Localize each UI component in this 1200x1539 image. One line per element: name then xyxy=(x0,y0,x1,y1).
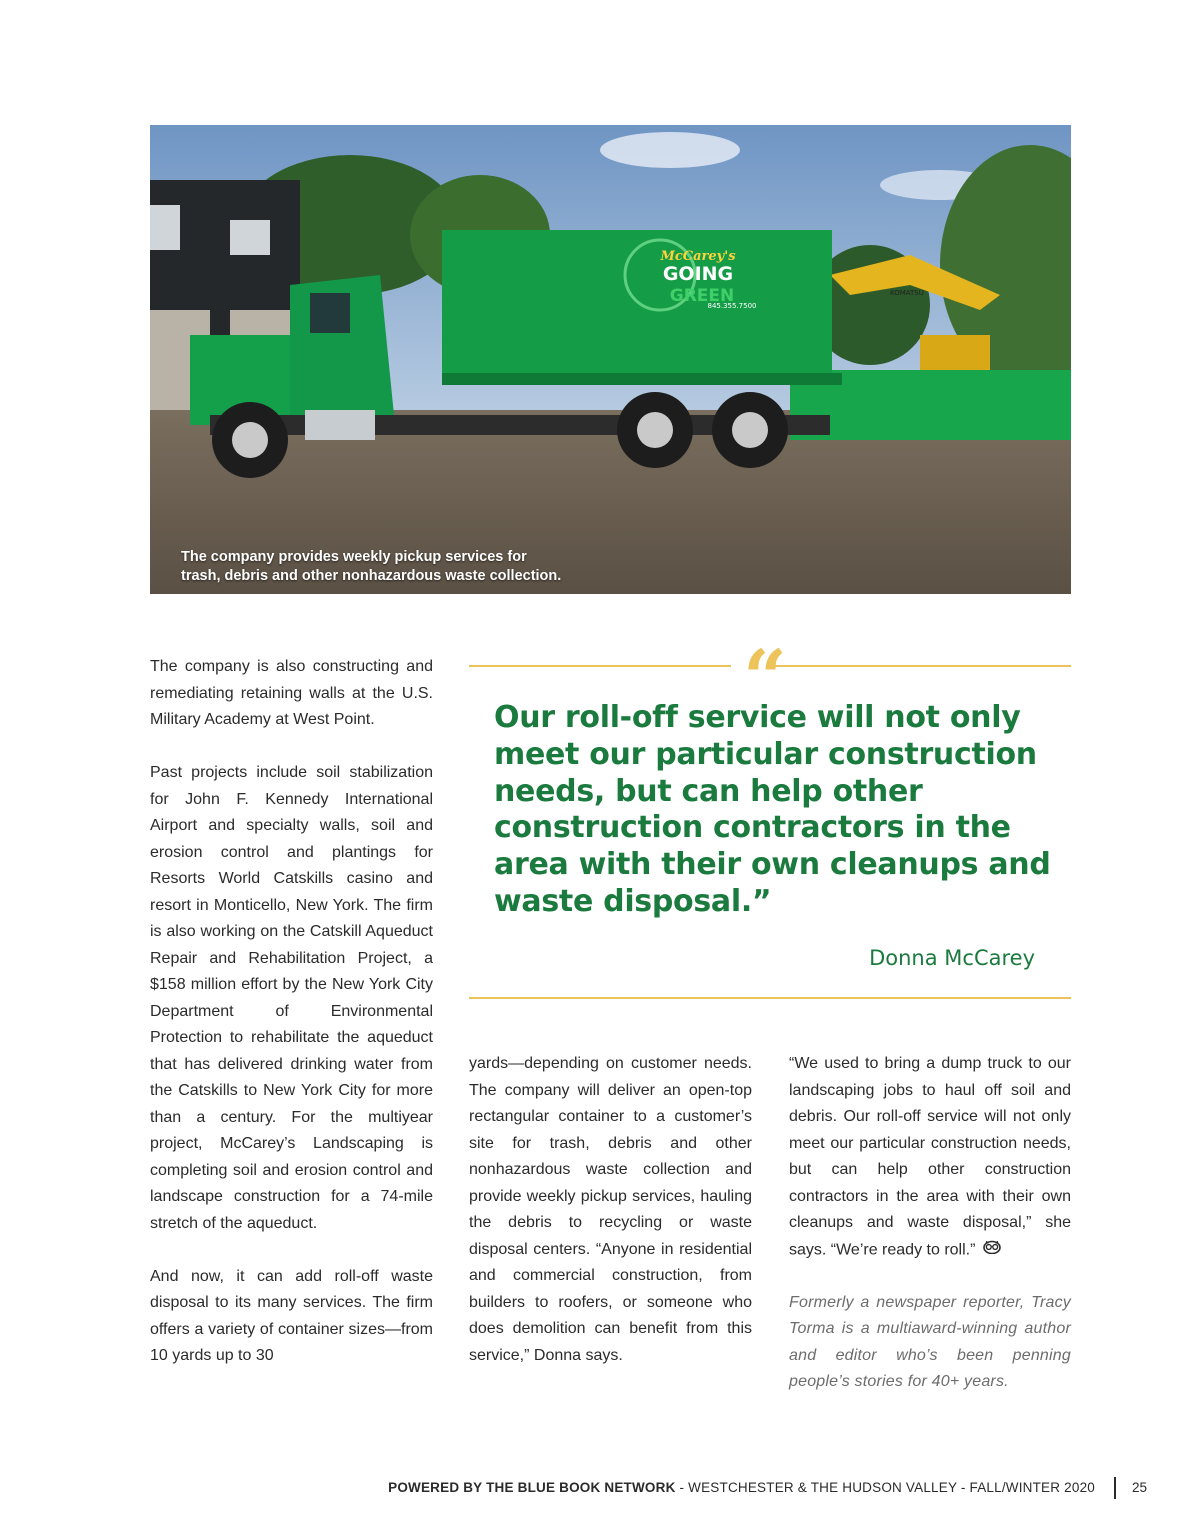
footer-publication: - WESTCHESTER & THE HUDSON VALLEY - FALL/WINTER 2020 xyxy=(675,1480,1095,1495)
right-paragraph xyxy=(789,1051,1071,1263)
pull-quote-bottom-rule xyxy=(469,997,1071,999)
container-rail xyxy=(442,373,842,385)
wheel-hub xyxy=(637,412,673,448)
truck-window xyxy=(310,293,350,333)
pull-quote-text: Our roll-off service will not only meet our particular construction needs, but can help other construction contractors in the area with their own cleanups and waste disposal.” xyxy=(494,700,1051,919)
pull-quote-top-rule-left xyxy=(469,665,731,667)
wheel-hub xyxy=(232,422,268,458)
page-number: 25 xyxy=(1132,1480,1148,1495)
left-column xyxy=(150,654,433,1370)
left-paragraph: And now, it can add roll-off waste disposal to its many services. The firm offers a variety of container sizes—from 10 yards up to 30 xyxy=(150,1267,433,1364)
photo-caption-line: The company provides weekly pickup services for xyxy=(181,549,527,565)
fuel-tank xyxy=(305,410,375,440)
owl-end-mark-icon xyxy=(983,1237,1001,1264)
cloud xyxy=(600,132,740,168)
excavator-brand: KOMATSU xyxy=(890,289,924,297)
main-container xyxy=(442,230,832,380)
pull-quote-top-rule-right xyxy=(773,665,1071,667)
container-logo-green: GREEN xyxy=(669,286,735,306)
container-phone: 845.355.7500 xyxy=(707,302,757,310)
quotation-marks-icon: “ xyxy=(743,633,787,722)
right-column xyxy=(789,1051,1071,1396)
photo-caption-line: trash, debris and other nonhazardous waste collection. xyxy=(181,568,562,584)
feature-photo xyxy=(150,125,1071,594)
pull-quote-author: Donna McCarey xyxy=(869,946,1035,970)
excavator-cab xyxy=(920,335,990,375)
building-window xyxy=(230,220,270,255)
middle-column xyxy=(469,1051,752,1369)
wheel-hub xyxy=(732,412,768,448)
middle-paragraph: yards—depending on customer needs. The company will deliver an open-top rectangular container to a customer’s site for trash, debris and other nonhazardous waste collection and provide weekly pickup services, hauling the debris to recycling or waste disposal centers. “Anyone in residential and commercial construction, from builders to roofers, or someone who does demolition can benefit from this service,” Donna says. xyxy=(469,1055,752,1364)
left-paragraph: Past projects include soil stabilization for John F. Kennedy International Airport and specialty walls, soil and erosion control and plantings for Resorts World Catskills casino and resort in Monticello, New York. The firm is also working on the Catskill Aqueduct Repair and Rehabilitation Project, a $158 million effort by the New York City Department of Environmental Protection to rehabilitate the aqueduct that has delivered drinking water from the Catskills to New York City for more than a century. For the multiyear project, McCarey’s Landscaping is completing soil and erosion control and landscape construction for a 74-mile stretch of the aqueduct. xyxy=(150,764,433,1232)
photo-caption xyxy=(181,548,561,586)
author-bio: Formerly a newspaper reporter, Tracy Torma is a multiaward-winning author and editor who’s been penning people’s stories for 40+ years. xyxy=(789,1293,1071,1391)
right-paragraph-text: “We used to bring a dump truck to our landscaping jobs to haul off soil and debris. Our roll-off service will not only meet our particular construction needs, but can help other construction contractors in the area with their own cleanups and waste disposal,” she says. “We’re ready to roll.” xyxy=(789,1055,1071,1258)
container-logo-going: GOING xyxy=(662,263,734,285)
page-footer xyxy=(300,1478,1095,1498)
truck-photo-illustration xyxy=(150,125,1071,594)
footer-brand: POWERED BY THE BLUE BOOK NETWORK xyxy=(388,1480,676,1495)
footer-divider xyxy=(1114,1477,1116,1499)
left-paragraph: The company is also constructing and remediating retaining walls at the U.S. Military Academy at West Point. xyxy=(150,658,433,728)
building-window xyxy=(150,205,180,250)
container-logo-brand: McCarey's xyxy=(660,249,736,264)
